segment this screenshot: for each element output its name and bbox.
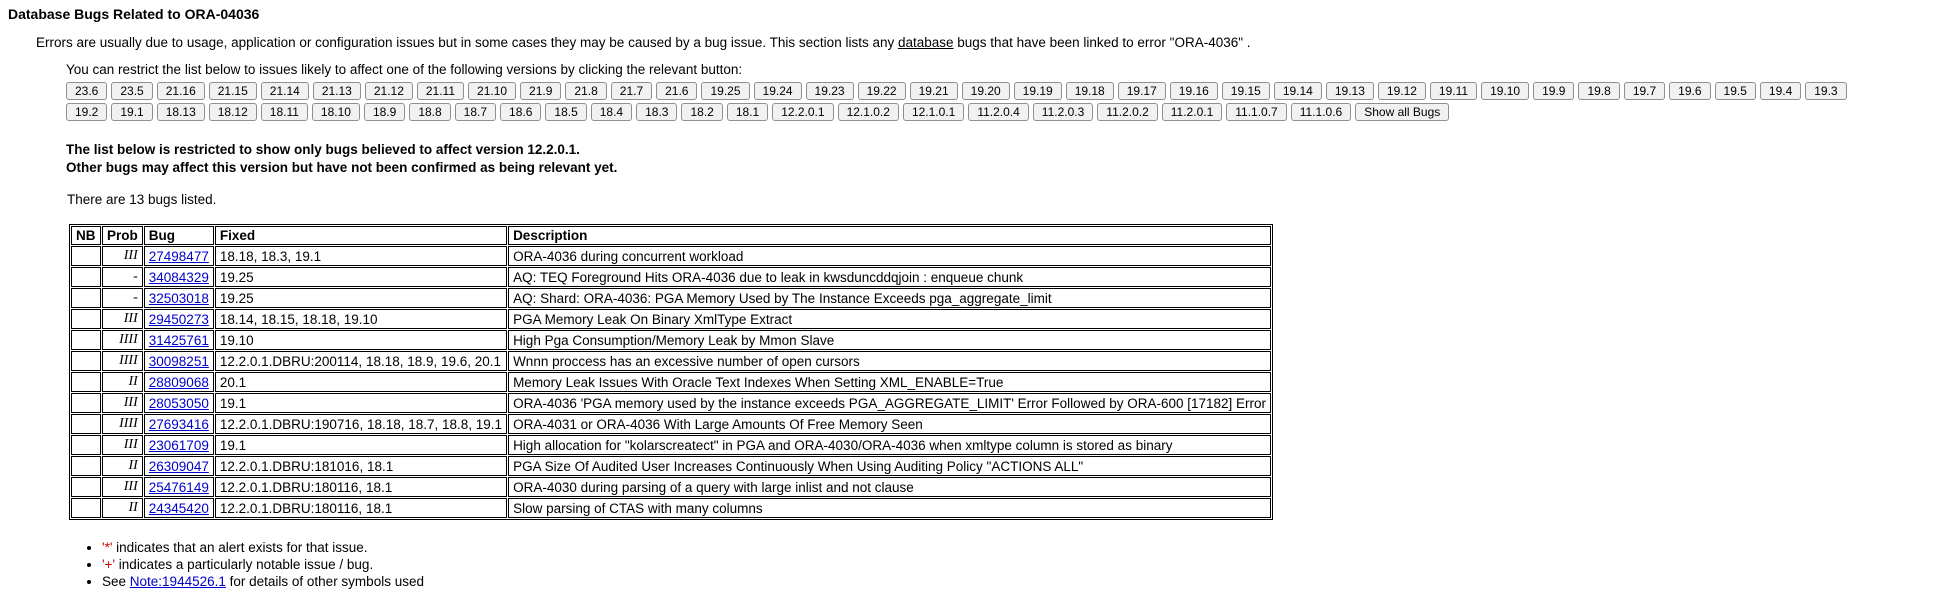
- prob-cell: III: [102, 393, 143, 413]
- fixed-cell: 12.2.0.1.DBRU:190716, 18.18, 18.7, 18.8, 19.1: [215, 414, 507, 434]
- version-buttons-row-1: [66, 82, 1847, 100]
- table-row: [71, 288, 1271, 308]
- nb-cell: [71, 267, 101, 287]
- version-button-18-4[interactable]: 18.4: [591, 103, 632, 121]
- bug-link[interactable]: 32503018: [148, 290, 209, 306]
- version-button-21-13[interactable]: 21.13: [313, 82, 361, 100]
- fixed-cell: 12.2.0.1.DBRU:200114, 18.18, 18.9, 19.6, 20.1: [215, 351, 507, 371]
- version-button-19-7[interactable]: 19.7: [1624, 82, 1665, 100]
- version-button-21-9[interactable]: 21.9: [520, 82, 561, 100]
- bug-cell: [144, 351, 214, 371]
- fixed-cell: 18.14, 18.15, 18.18, 19.10: [215, 309, 507, 329]
- nb-cell: [71, 477, 101, 497]
- version-button-19-17[interactable]: 19.17: [1118, 82, 1166, 100]
- description-cell: AQ: TEQ Foreground Hits ORA-4036 due to leak in kwsduncddqjoin : enqueue chunk: [508, 267, 1271, 287]
- intro-text: [36, 35, 1933, 50]
- version-button-21-12[interactable]: 21.12: [365, 82, 413, 100]
- description-cell: ORA-4031 or ORA-4036 With Large Amounts Of Free Memory Seen: [508, 414, 1271, 434]
- intro-after: bugs that have been linked to error "ORA-4036" .: [953, 35, 1251, 50]
- version-button-19-4[interactable]: 19.4: [1760, 82, 1801, 100]
- bug-cell: [144, 477, 214, 497]
- bug-cell: [144, 246, 214, 266]
- table-row: [71, 246, 1271, 266]
- description-cell: ORA-4030 during parsing of a query with large inlist and not clause: [508, 477, 1271, 497]
- fixed-cell: 19.25: [215, 267, 507, 287]
- footnote-see-note: [102, 574, 1933, 589]
- column-header-nb: NB: [71, 226, 101, 245]
- description-cell: Wnnn proccess has an excessive number of open cursors: [508, 351, 1271, 371]
- notable-text: indicates a particularly notable issue / bug.: [115, 557, 374, 573]
- bug-cell: [144, 330, 214, 350]
- prob-cell: II: [102, 498, 143, 518]
- version-button-19-2[interactable]: 19.2: [66, 103, 107, 121]
- version-button-18-5[interactable]: 18.5: [545, 103, 586, 121]
- version-button-21-6[interactable]: 21.6: [656, 82, 697, 100]
- column-header-description: Description: [508, 226, 1271, 245]
- bug-cell: [144, 498, 214, 518]
- version-button-18-11[interactable]: 18.11: [261, 103, 308, 121]
- version-button-21-14[interactable]: 21.14: [261, 82, 309, 100]
- version-buttons-row-2: [66, 103, 1449, 121]
- fixed-cell: 19.25: [215, 288, 507, 308]
- version-button-19-15[interactable]: 19.15: [1222, 82, 1270, 100]
- column-header-prob: Prob: [102, 226, 143, 245]
- bug-cell: [144, 309, 214, 329]
- version-button-11-2-0-3[interactable]: 11.2.0.3: [1033, 103, 1093, 121]
- version-button-18-3[interactable]: 18.3: [636, 103, 677, 121]
- bug-link[interactable]: 29450273: [148, 311, 209, 327]
- prob-cell: -: [102, 267, 143, 287]
- see-prefix: See: [102, 574, 130, 590]
- version-button-19-10[interactable]: 19.10: [1481, 82, 1529, 100]
- table-row: [71, 414, 1271, 434]
- version-button-19-5[interactable]: 19.5: [1715, 82, 1756, 100]
- bug-link[interactable]: 25476149: [148, 479, 209, 495]
- version-button-19-18[interactable]: 19.18: [1066, 82, 1114, 100]
- bug-link[interactable]: 30098251: [148, 353, 209, 369]
- restriction-note-line-1: The list below is restricted to show only bugs believed to affect version 12.2.0.1.: [66, 142, 580, 157]
- bug-cell: [144, 414, 214, 434]
- version-button-19-13[interactable]: 19.13: [1326, 82, 1374, 100]
- version-button-23-5[interactable]: 23.5: [111, 82, 152, 100]
- version-button-11-1-0-6[interactable]: 11.1.0.6: [1291, 103, 1351, 121]
- description-cell: Memory Leak Issues With Oracle Text Indexes When Setting XML_ENABLE=True: [508, 372, 1271, 392]
- prob-cell: IIII: [102, 414, 143, 434]
- version-button-19-16[interactable]: 19.16: [1170, 82, 1218, 100]
- prob-cell: IIII: [102, 351, 143, 371]
- version-button-23-6[interactable]: 23.6: [66, 82, 107, 100]
- fixed-cell: 12.2.0.1.DBRU:180116, 18.1: [215, 477, 507, 497]
- prob-cell: III: [102, 309, 143, 329]
- description-cell: High allocation for "kolarscreatect" in PGA and ORA-4030/ORA-4036 when xmltype column is stored as binary: [508, 435, 1271, 455]
- prob-cell: II: [102, 372, 143, 392]
- bug-table-body: [71, 246, 1271, 518]
- description-cell: ORA-4036 'PGA memory used by the instance exceeds PGA_AGGREGATE_LIMIT' Error Followed by ORA-600 [17182] Error: [508, 393, 1271, 413]
- version-button-19-6[interactable]: 19.6: [1669, 82, 1710, 100]
- bug-cell: [144, 288, 214, 308]
- fixed-cell: 20.1: [215, 372, 507, 392]
- version-button-18-8[interactable]: 18.8: [409, 103, 450, 121]
- nb-cell: [71, 435, 101, 455]
- alert-text: indicates that an alert exists for that issue.: [112, 540, 368, 556]
- prob-cell: III: [102, 435, 143, 455]
- database-link[interactable]: database: [897, 35, 954, 50]
- description-cell: PGA Memory Leak On Binary XmlType Extract: [508, 309, 1271, 329]
- version-button-21-8[interactable]: 21.8: [565, 82, 606, 100]
- fixed-cell: 19.1: [215, 393, 507, 413]
- table-row: [71, 456, 1271, 476]
- description-cell: High Pga Consumption/Memory Leak by Mmon Slave: [508, 330, 1271, 350]
- nb-cell: [71, 330, 101, 350]
- footnote-alert: [102, 540, 1933, 555]
- bug-link[interactable]: 31425761: [148, 332, 209, 348]
- table-row: [71, 351, 1271, 371]
- footnotes-list: [84, 540, 1933, 589]
- restriction-note: [66, 141, 1933, 176]
- bug-cell: [144, 435, 214, 455]
- version-button-11-1-0-7[interactable]: 11.1.0.7: [1226, 103, 1286, 121]
- fixed-cell: 18.18, 18.3, 19.1: [215, 246, 507, 266]
- nb-cell: [71, 372, 101, 392]
- column-header-bug: Bug: [144, 226, 214, 245]
- version-button-11-2-0-4[interactable]: 11.2.0.4: [968, 103, 1028, 121]
- prob-cell: III: [102, 246, 143, 266]
- version-button-19-21[interactable]: 19.21: [910, 82, 958, 100]
- fixed-cell: 12.2.0.1.DBRU:181016, 18.1: [215, 456, 507, 476]
- table-row: [71, 372, 1271, 392]
- description-cell: ORA-4036 during concurrent workload: [508, 246, 1271, 266]
- version-button-19-11[interactable]: 19.11: [1430, 82, 1477, 100]
- bug-table-header-row: [71, 226, 1271, 245]
- fixed-cell: 19.10: [215, 330, 507, 350]
- version-button-18-6[interactable]: 18.6: [500, 103, 541, 121]
- bug-link[interactable]: 23061709: [148, 437, 209, 453]
- fixed-cell: 12.2.0.1.DBRU:180116, 18.1: [215, 498, 507, 518]
- bug-cell: [144, 456, 214, 476]
- version-button-12-1-0-2[interactable]: 12.1.0.2: [838, 103, 899, 121]
- nb-cell: [71, 288, 101, 308]
- show-all-bugs-button[interactable]: Show all Bugs: [1355, 103, 1449, 121]
- bug-cell: [144, 267, 214, 287]
- page-title: Database Bugs Related to ORA-04036: [8, 6, 260, 22]
- version-button-12-2-0-1[interactable]: 12.2.0.1: [772, 103, 833, 121]
- version-button-12-1-0-1[interactable]: 12.1.0.1: [903, 103, 964, 121]
- description-cell: Slow parsing of CTAS with many columns: [508, 498, 1271, 518]
- bug-link[interactable]: 24345420: [148, 500, 209, 516]
- version-button-18-10[interactable]: 18.10: [312, 103, 360, 121]
- version-button-19-24[interactable]: 19.24: [754, 82, 802, 100]
- description-cell: PGA Size Of Audited User Increases Continuously When Using Auditing Policy "ACTIONS ALL": [508, 456, 1271, 476]
- nb-cell: [71, 414, 101, 434]
- note-link[interactable]: Note:1944526.1: [129, 574, 226, 590]
- version-button-21-10[interactable]: 21.10: [468, 82, 516, 100]
- version-button-21-15[interactable]: 21.15: [209, 82, 257, 100]
- nb-cell: [71, 351, 101, 371]
- fixed-cell: 19.1: [215, 435, 507, 455]
- table-row: [71, 498, 1271, 518]
- version-button-19-23[interactable]: 19.23: [806, 82, 854, 100]
- version-button-11-2-0-1[interactable]: 11.2.0.1: [1162, 103, 1222, 121]
- nb-cell: [71, 309, 101, 329]
- see-suffix: for details of other symbols used: [225, 574, 424, 590]
- version-button-19-19[interactable]: 19.19: [1014, 82, 1062, 100]
- table-row: [71, 267, 1271, 287]
- version-button-11-2-0-2[interactable]: 11.2.0.2: [1097, 103, 1157, 121]
- version-button-18-7[interactable]: 18.7: [455, 103, 496, 121]
- version-button-18-9[interactable]: 18.9: [364, 103, 405, 121]
- version-button-19-1[interactable]: 19.1: [111, 103, 152, 121]
- bug-table: [69, 224, 1273, 520]
- bug-link[interactable]: 27498477: [148, 248, 209, 264]
- footnote-notable: [102, 557, 1933, 572]
- version-button-18-13[interactable]: 18.13: [157, 103, 205, 121]
- table-row: [71, 393, 1271, 413]
- version-button-19-3[interactable]: 19.3: [1805, 82, 1846, 100]
- prob-cell: III: [102, 477, 143, 497]
- table-row: [71, 477, 1271, 497]
- table-row: [71, 435, 1271, 455]
- version-button-21-16[interactable]: 21.16: [157, 82, 205, 100]
- nb-cell: [71, 393, 101, 413]
- nb-cell: [71, 246, 101, 266]
- version-button-19-22[interactable]: 19.22: [858, 82, 906, 100]
- version-button-19-12[interactable]: 19.12: [1378, 82, 1426, 100]
- description-cell: AQ: Shard: ORA-4036: PGA Memory Used by The Instance Exceeds pga_aggregate_limit: [508, 288, 1271, 308]
- bug-link[interactable]: 26309047: [148, 458, 209, 474]
- version-button-18-2[interactable]: 18.2: [681, 103, 722, 121]
- version-button-18-12[interactable]: 18.12: [209, 103, 257, 121]
- table-row: [71, 309, 1271, 329]
- bug-count-text: There are 13 bugs listed.: [67, 192, 217, 208]
- prob-cell: -: [102, 288, 143, 308]
- bug-link[interactable]: 28809068: [148, 374, 209, 390]
- version-button-19-20[interactable]: 19.20: [962, 82, 1010, 100]
- version-button-21-11[interactable]: 21.11: [417, 82, 464, 100]
- notable-symbol: '+': [102, 557, 116, 573]
- version-button-19-8[interactable]: 19.8: [1578, 82, 1619, 100]
- version-button-18-1[interactable]: 18.1: [727, 103, 768, 121]
- intro-before: Errors are usually due to usage, application or configuration issues but in some cases they may be caused by a bug issue. This section lists any: [36, 35, 898, 50]
- prob-cell: IIII: [102, 330, 143, 350]
- nb-cell: [71, 498, 101, 518]
- column-header-fixed: Fixed: [215, 226, 507, 245]
- version-button-19-9[interactable]: 19.9: [1533, 82, 1574, 100]
- bug-link[interactable]: 27693416: [148, 416, 209, 432]
- version-button-19-14[interactable]: 19.14: [1274, 82, 1322, 100]
- version-button-21-7[interactable]: 21.7: [611, 82, 652, 100]
- bug-link[interactable]: 28053050: [148, 395, 209, 411]
- nb-cell: [71, 456, 101, 476]
- version-button-19-25[interactable]: 19.25: [701, 82, 749, 100]
- bug-cell: [144, 393, 214, 413]
- restriction-note-line-2: Other bugs may affect this version but have not been confirmed as being relevant yet.: [66, 159, 618, 175]
- alert-symbol: '*': [102, 540, 113, 556]
- restrict-instruction: You can restrict the list below to issues likely to affect one of the following versions by clicking the relevant button:: [66, 62, 743, 77]
- table-row: [71, 330, 1271, 350]
- prob-cell: II: [102, 456, 143, 476]
- bug-cell: [144, 372, 214, 392]
- bug-link[interactable]: 34084329: [148, 269, 209, 285]
